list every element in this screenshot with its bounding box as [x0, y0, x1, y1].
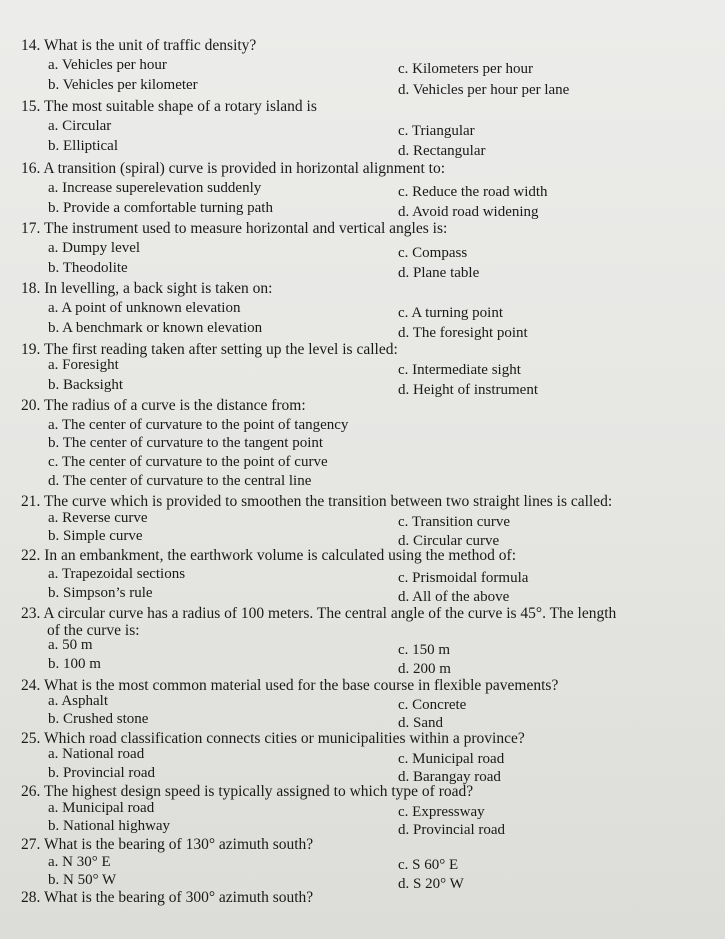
q23-option-b: b. 100 m	[48, 656, 101, 672]
question-15: 15. The most suitable shape of a rotary island is	[21, 98, 317, 115]
q19-option-b: b. Backsight	[48, 377, 123, 393]
question-27: 27. What is the bearing of 130° azimuth south?	[21, 836, 314, 853]
question-17: 17. The instrument used to measure horizontal and vertical angles is:	[21, 220, 448, 237]
q21-option-b: b. Simple curve	[48, 528, 143, 544]
question-21: 21. The curve which is provided to smoothen the transition between two straight lines is called:	[21, 493, 613, 510]
q19-option-d: d. Height of instrument	[398, 382, 538, 398]
q16-option-b: b. Provide a comfortable turning path	[48, 200, 273, 216]
question-23	[21, 605, 711, 639]
q15-option-a: a. Circular	[48, 118, 112, 134]
question-26: 26. The highest design speed is typically assigned to which type of road?	[21, 783, 474, 800]
question-16: 16. A transition (spiral) curve is provided in horizontal alignment to:	[21, 160, 446, 177]
q22-option-d: d. All of the above	[398, 589, 510, 605]
q27-option-c: c. S 60° E	[398, 857, 459, 873]
question-19: 19. The first reading taken after setting up the level is called:	[21, 341, 398, 358]
q26-option-a: a. Municipal road	[48, 800, 155, 816]
q24-option-c: c. Concrete	[398, 697, 467, 713]
q18-option-d: d. The foresight point	[398, 325, 528, 341]
q16-option-d: d. Avoid road widening	[398, 204, 539, 220]
q26-option-b: b. National highway	[48, 818, 171, 834]
q15-option-b: b. Elliptical	[48, 138, 118, 154]
q14-option-a: a. Vehicles per hour	[48, 57, 167, 73]
question-22: 22. In an embankment, the earthwork volume is calculated using the method of:	[21, 547, 517, 564]
question-24: 24. What is the most common material used for the base course in flexible pavements?	[21, 677, 559, 694]
q15-option-c: c. Triangular	[398, 123, 475, 139]
question-28: 28. What is the bearing of 300° azimuth south?	[21, 889, 314, 906]
q17-option-b: b. Theodolite	[48, 260, 128, 276]
q23-option-d: d. 200 m	[398, 661, 451, 677]
q27-option-a: a. N 30° E	[48, 854, 111, 870]
q18-option-b: b. A benchmark or known elevation	[48, 320, 263, 336]
q26-option-d: d. Provincial road	[398, 822, 506, 838]
q14-option-d: d. Vehicles per hour per lane	[398, 82, 570, 98]
q22-option-a: a. Trapezoidal sections	[48, 566, 186, 582]
q20-option-c: c. The center of curvature to the point of curve	[48, 454, 328, 470]
question-14: 14. What is the unit of traffic density?	[21, 37, 257, 54]
q21-option-c: c. Transition curve	[398, 514, 511, 530]
q14-option-b: b. Vehicles per kilometer	[48, 77, 198, 93]
q18-option-c: c. A turning point	[398, 305, 503, 321]
q16-option-a: a. Increase superelevation suddenly	[48, 180, 262, 196]
q22-option-c: c. Prismoidal formula	[398, 570, 529, 586]
q19-option-a: a. Foresight	[48, 357, 119, 373]
q18-option-a: a. A point of unknown elevation	[48, 300, 241, 316]
q17-option-c: c. Compass	[398, 245, 468, 261]
q25-option-c: c. Municipal road	[398, 751, 505, 767]
q25-option-a: a. National road	[48, 746, 145, 762]
q16-option-c: c. Reduce the road width	[398, 184, 548, 200]
question-18: 18. In levelling, a back sight is taken on:	[21, 280, 273, 297]
q14-option-c: c. Kilometers per hour	[398, 61, 533, 77]
q24-option-a: a. Asphalt	[48, 693, 108, 709]
q17-option-a: a. Dumpy level	[48, 240, 141, 256]
question-25: 25. Which road classification connects cities or municipalities within a province?	[21, 730, 525, 747]
q17-option-d: d. Plane table	[398, 265, 480, 281]
q24-option-b: b. Crushed stone	[48, 711, 149, 727]
q26-option-c: c. Expressway	[398, 804, 485, 820]
q20-option-d: d. The center of curvature to the central line	[48, 473, 312, 489]
q23-option-c: c. 150 m	[398, 642, 451, 658]
q27-option-d: d. S 20° W	[398, 876, 464, 892]
question-23-line-2: of the curve is:	[47, 622, 140, 639]
q20-option-b: b. The center of curvature to the tangent point	[48, 435, 324, 451]
q21-option-a: a. Reverse curve	[48, 510, 148, 526]
q20-option-a: a. The center of curvature to the point of tangency	[48, 417, 349, 433]
q23-option-a: a. 50 m	[48, 637, 93, 653]
question-23-line-1: 23. A circular curve has a radius of 100 meters. The central angle of the curve is 45°. The length	[21, 605, 617, 622]
q19-option-c: c. Intermediate sight	[398, 362, 521, 378]
q21-option-d: d. Circular curve	[398, 533, 500, 549]
q25-option-b: b. Provincial road	[48, 765, 156, 781]
question-20: 20. The radius of a curve is the distance from:	[21, 397, 306, 414]
q22-option-b: b. Simpson’s rule	[48, 585, 153, 601]
q25-option-d: d. Barangay road	[398, 769, 501, 785]
q27-option-b: b. N 50° W	[48, 872, 117, 888]
q24-option-d: d. Sand	[398, 715, 443, 731]
q15-option-d: d. Rectangular	[398, 143, 486, 159]
